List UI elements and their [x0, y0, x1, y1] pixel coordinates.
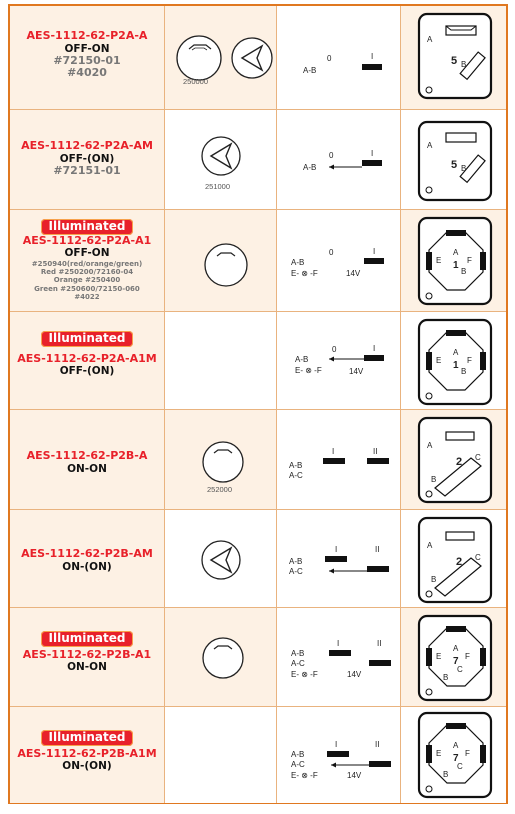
- image-code: 251000: [205, 182, 231, 191]
- svg-text:A-C: A-C: [291, 659, 305, 668]
- svg-text:F: F: [467, 256, 472, 265]
- svg-text:0: 0: [332, 345, 337, 354]
- svg-text:E- ⊗ -F: E- ⊗ -F: [295, 366, 322, 375]
- table-row: [10, 209, 506, 312]
- circuit-diagram: [277, 410, 401, 510]
- terminal-layout: [401, 608, 506, 707]
- svg-text:14V: 14V: [347, 670, 362, 679]
- svg-text:A: A: [427, 35, 433, 44]
- image-cell: [165, 410, 277, 510]
- table-row: [10, 607, 506, 707]
- switch-images: [165, 608, 277, 707]
- svg-text:A-B: A-B: [295, 355, 309, 364]
- part-cell: [10, 510, 165, 608]
- image-cell: [165, 608, 277, 707]
- terminal-layout: [401, 312, 506, 410]
- svg-text:II: II: [375, 740, 380, 749]
- svg-text:E: E: [436, 256, 442, 265]
- part-cell: [10, 410, 165, 510]
- diagram-cell: [277, 707, 401, 803]
- svg-text:A-B: A-B: [303, 163, 317, 172]
- circuit-diagram: [277, 707, 401, 803]
- image-cell: [165, 510, 277, 608]
- table-row: [10, 509, 506, 608]
- rocker-round-icon: [177, 36, 221, 80]
- svg-text:E- ⊗ -F: E- ⊗ -F: [291, 670, 318, 679]
- illuminated-badge: Illuminated: [41, 219, 134, 235]
- circuit-diagram: [277, 608, 401, 707]
- image-cell: [165, 707, 277, 803]
- svg-text:0: 0: [329, 248, 334, 257]
- svg-text:E- ⊗ -F: E- ⊗ -F: [291, 269, 318, 278]
- svg-text:A-B: A-B: [289, 461, 303, 470]
- diagram-cell: [277, 210, 401, 312]
- svg-text:C: C: [457, 665, 463, 674]
- svg-text:14V: 14V: [349, 367, 364, 376]
- svg-text:B: B: [461, 267, 467, 276]
- circuit-diagram: [277, 6, 401, 109]
- part-note: #72151-01: [53, 163, 121, 177]
- function-label: ON-ON: [67, 462, 107, 475]
- svg-text:I: I: [373, 247, 376, 256]
- switch-images: [165, 110, 277, 210]
- svg-text:A-B: A-B: [291, 750, 305, 759]
- svg-text:14V: 14V: [346, 269, 361, 278]
- svg-text:A: A: [453, 348, 459, 357]
- terminal-layout: [401, 210, 506, 312]
- svg-text:A: A: [453, 741, 459, 750]
- function-label: ON-(ON): [62, 760, 112, 773]
- part-number: AES-1112-62-P2A-AM: [21, 139, 153, 152]
- diagram-cell: [277, 608, 401, 707]
- svg-text:A-C: A-C: [289, 567, 303, 576]
- svg-text:E: E: [436, 356, 442, 365]
- switch-images: [165, 510, 277, 608]
- terminal-cell: [401, 110, 506, 210]
- part-cell: [10, 608, 165, 707]
- circuit-diagram: [277, 510, 401, 608]
- svg-text:E: E: [436, 652, 442, 661]
- svg-text:A: A: [453, 248, 459, 257]
- switch-images: [165, 6, 277, 109]
- svg-text:I: I: [337, 639, 340, 648]
- svg-text:B: B: [443, 673, 449, 682]
- part-number: AES-1112-62-P2B-A1: [22, 647, 152, 661]
- diagram-cell: [277, 410, 401, 510]
- svg-text:7: 7: [453, 753, 459, 764]
- svg-text:C: C: [475, 453, 481, 462]
- terminal-layout: [401, 410, 506, 510]
- circuit-diagram: [277, 312, 401, 410]
- illuminated-round-icon: [203, 638, 243, 678]
- svg-text:II: II: [375, 545, 380, 554]
- diagram-cell: [277, 110, 401, 210]
- terminal-layout: [401, 707, 506, 803]
- part-number: AES-1112-62-P2B-AM: [21, 547, 153, 560]
- terminal-cell: [401, 210, 506, 312]
- svg-text:I: I: [371, 52, 374, 61]
- svg-text:C: C: [457, 762, 463, 771]
- image-cell: [165, 210, 277, 312]
- diagram-cell: [277, 312, 401, 410]
- part-number: AES-1112-62-P2A-A1M: [17, 351, 157, 365]
- switch-images: [165, 410, 277, 510]
- part-cell: [10, 6, 165, 109]
- svg-text:A-C: A-C: [291, 760, 305, 769]
- rocker-round-icon: [203, 442, 243, 482]
- part-cell: [10, 312, 165, 410]
- terminal-layout: [401, 6, 506, 109]
- function-label: OFF-ON: [64, 247, 110, 260]
- svg-text:A: A: [453, 644, 459, 653]
- function-label: OFF-(ON): [59, 152, 115, 165]
- svg-text:A-B: A-B: [289, 557, 303, 566]
- terminal-cell: [401, 510, 506, 608]
- svg-text:B: B: [431, 475, 437, 484]
- svg-text:1: 1: [453, 260, 459, 271]
- svg-text:F: F: [467, 356, 472, 365]
- svg-text:I: I: [335, 740, 338, 749]
- svg-text:2: 2: [456, 556, 463, 568]
- illuminated-badge: Illuminated: [41, 631, 134, 647]
- image-cell: [165, 312, 277, 410]
- svg-text:E- ⊗ -F: E- ⊗ -F: [291, 771, 318, 780]
- svg-text:A-C: A-C: [289, 471, 303, 480]
- diagram-cell: [277, 6, 401, 109]
- momentary-round-icon: [232, 38, 272, 78]
- svg-text:I: I: [373, 344, 376, 353]
- svg-text:A-B: A-B: [303, 66, 317, 75]
- table-row: [10, 6, 506, 109]
- part-number: AES-1112-62-P2B-A1M: [17, 746, 157, 760]
- svg-text:A: A: [427, 441, 433, 450]
- svg-text:F: F: [465, 652, 470, 661]
- svg-text:0: 0: [327, 54, 332, 63]
- svg-text:B: B: [461, 164, 467, 173]
- momentary-round-icon: [202, 541, 240, 579]
- svg-text:A-B: A-B: [291, 258, 305, 267]
- table-row: [10, 706, 506, 803]
- svg-text:14V: 14V: [347, 771, 362, 780]
- terminal-layout: [401, 510, 506, 608]
- svg-text:E: E: [436, 749, 442, 758]
- terminal-cell: [401, 410, 506, 510]
- terminal-cell: [401, 707, 506, 803]
- function-label: ON-(ON): [62, 560, 112, 573]
- circuit-diagram: [277, 110, 401, 210]
- momentary-round-icon: [202, 137, 240, 175]
- svg-text:I: I: [371, 149, 374, 158]
- image-cell: [165, 110, 277, 210]
- part-number: AES-1112-62-P2A-A1: [22, 233, 152, 247]
- illuminated-round-icon: [205, 244, 247, 286]
- table-row: [10, 311, 506, 410]
- product-table: [8, 4, 508, 804]
- image-code: 250000: [183, 77, 209, 86]
- svg-text:7: 7: [453, 656, 459, 667]
- svg-text:II: II: [377, 639, 382, 648]
- terminal-cell: [401, 6, 506, 109]
- svg-text:A: A: [427, 141, 433, 150]
- svg-text:F: F: [465, 749, 470, 758]
- illuminated-badge: Illuminated: [41, 331, 134, 347]
- svg-text:A-B: A-B: [291, 649, 305, 658]
- svg-text:2: 2: [456, 456, 463, 468]
- circuit-diagram: [277, 210, 401, 312]
- table-row: [10, 409, 506, 510]
- image-cell: [165, 6, 277, 109]
- part-cell: [10, 110, 165, 210]
- part-number: AES-1112-62-P2A-A: [26, 29, 148, 42]
- svg-text:B: B: [431, 575, 437, 584]
- part-note: #72150-01: [53, 53, 121, 67]
- switch-images: [165, 210, 277, 312]
- svg-text:A: A: [427, 541, 433, 550]
- svg-text:5: 5: [451, 159, 458, 171]
- svg-text:0: 0: [329, 151, 334, 160]
- terminal-cell: [401, 312, 506, 410]
- function-label: OFF-(ON): [59, 365, 115, 378]
- diagram-cell: [277, 510, 401, 608]
- illuminated-badge: Illuminated: [41, 730, 134, 746]
- terminal-cell: [401, 608, 506, 707]
- terminal-layout: [401, 110, 506, 210]
- part-note: #4020: [67, 66, 107, 80]
- svg-text:I: I: [332, 447, 335, 456]
- function-label: ON-ON: [67, 661, 107, 674]
- svg-text:II: II: [373, 447, 378, 456]
- svg-text:B: B: [461, 60, 467, 69]
- image-code: 252000: [207, 485, 233, 494]
- svg-text:B: B: [443, 770, 449, 779]
- svg-text:5: 5: [451, 55, 458, 67]
- svg-text:B: B: [461, 367, 467, 376]
- part-cell: [10, 707, 165, 803]
- svg-text:1: 1: [453, 360, 459, 371]
- table-row: [10, 109, 506, 210]
- part-number: AES-1112-62-P2B-A: [26, 449, 148, 462]
- part-cell: Illuminated AES-1112-62-P2A-A1 OFF-ON #250940(red/orange/green) Red #250200/72160-04 Orange #250400 Green #250600/72150-060 #4022: [10, 210, 165, 312]
- svg-text:I: I: [335, 545, 338, 554]
- svg-text:C: C: [475, 553, 481, 562]
- function-label: OFF-ON: [64, 42, 110, 55]
